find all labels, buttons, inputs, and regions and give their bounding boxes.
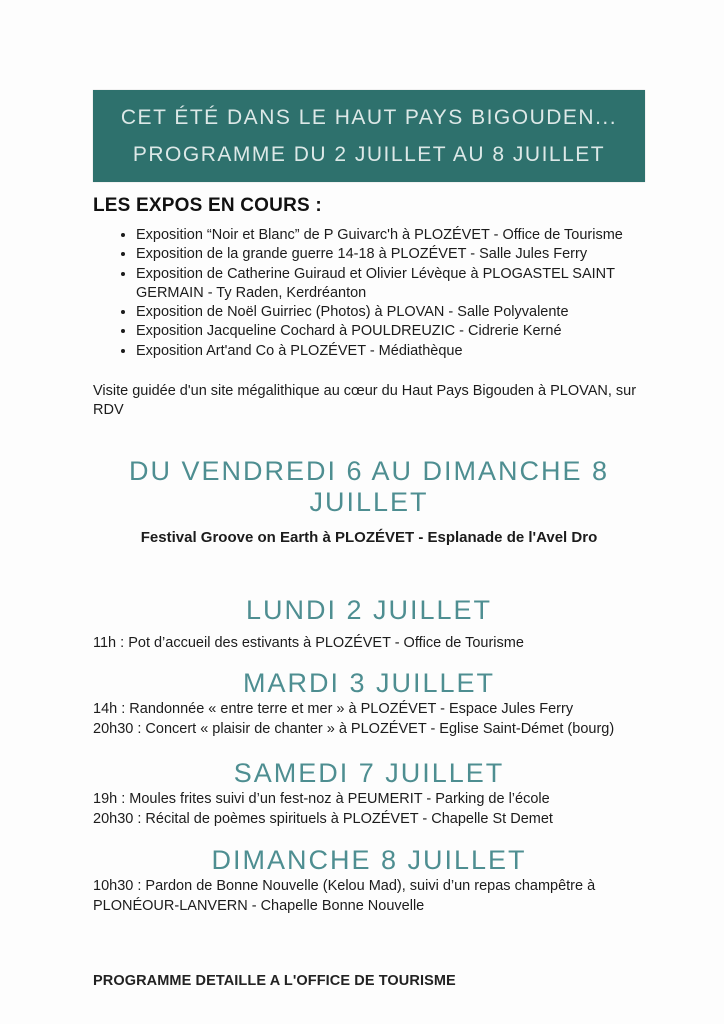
expo-list (93, 226, 638, 361)
event-line: 20h30 : Récital de poèmes spirituels à PLOZÉVET - Chapelle St Demet (93, 811, 553, 828)
event-line: 14h : Randonnée « entre terre et mer » à PLOZÉVET - Espace Jules Ferry (93, 701, 574, 718)
expo-list-item: • Exposition de Noël Guirriec (Photos) à PLOVAN - Salle Polyvalente (136, 303, 638, 322)
guided-visit-note: Visite guidée d'un site mégalithique au cœur du Haut Pays Bigouden à PLOVAN, sur RDV (93, 383, 637, 419)
day-heading: SAMEDI 7 JUILLET (233, 758, 505, 789)
event-line: Festival Groove on Earth à PLOZÉVET - Esplanade de l'Avel Dro (140, 529, 598, 547)
expo-list-item: • Exposition “Noir et Blanc” de P Guivarc'h à PLOZÉVET - Office de Tourisme (136, 226, 638, 245)
expo-list-item: • Exposition Art'and Co à PLOZÉVET - Médiathèque (136, 342, 638, 361)
section-samedi (93, 758, 645, 829)
title-banner (93, 90, 645, 182)
event-line: 19h : Moules frites suivi d’un fest-noz à PEUMERIT - Parking de l’école (93, 791, 550, 808)
section-dimanche (93, 845, 645, 916)
banner-title-line2: PROGRAMME DU 2 JUILLET AU 8 JUILLET (132, 142, 606, 166)
day-heading: LUNDI 2 JUILLET (245, 595, 493, 626)
event-line: 20h30 : Concert « plaisir de chanter » à PLOZÉVET - Eglise Saint-Démet (bourg) (93, 721, 615, 738)
section-lundi (93, 595, 645, 653)
expo-list-item: • Exposition de la grande guerre 14-18 à PLOZÉVET - Salle Jules Ferry (136, 245, 638, 264)
section-vendredi-dimanche (93, 456, 645, 548)
day-heading: DU VENDREDI 6 AU DIMANCHE 8 JUILLET (128, 456, 610, 518)
banner-title-line1: CET ÉTÉ DANS LE HAUT PAYS BIGOUDEN... (120, 105, 618, 129)
day-heading: MARDI 3 JUILLET (242, 668, 496, 699)
flyer-content (93, 182, 645, 989)
expo-list-item: • Exposition Jacqueline Cochard à POULDREUZIC - Cidrerie Kerné (136, 322, 638, 341)
expo-list-item: • Exposition de Catherine Guiraud et Olivier Lévèque à PLOGASTEL SAINT GERMAIN - Ty Raden, Kerdréanton (136, 265, 638, 304)
event-line: 10h30 : Pardon de Bonne Nouvelle (Kelou Mad), suivi d’un repas champêtre à PLONÉOUR-LANVERN - Chapelle Bonne Nouvelle (93, 878, 596, 915)
footer-note: PROGRAMME DETAILLE A L'OFFICE DE TOURISME (93, 973, 456, 990)
section-mardi (93, 668, 645, 739)
expos-heading: LES EXPOS EN COURS : (93, 195, 322, 216)
event-line: 11h : Pot d’accueil des estivants à PLOZÉVET - Office de Tourisme (93, 635, 524, 652)
day-heading: DIMANCHE 8 JUILLET (211, 845, 527, 876)
